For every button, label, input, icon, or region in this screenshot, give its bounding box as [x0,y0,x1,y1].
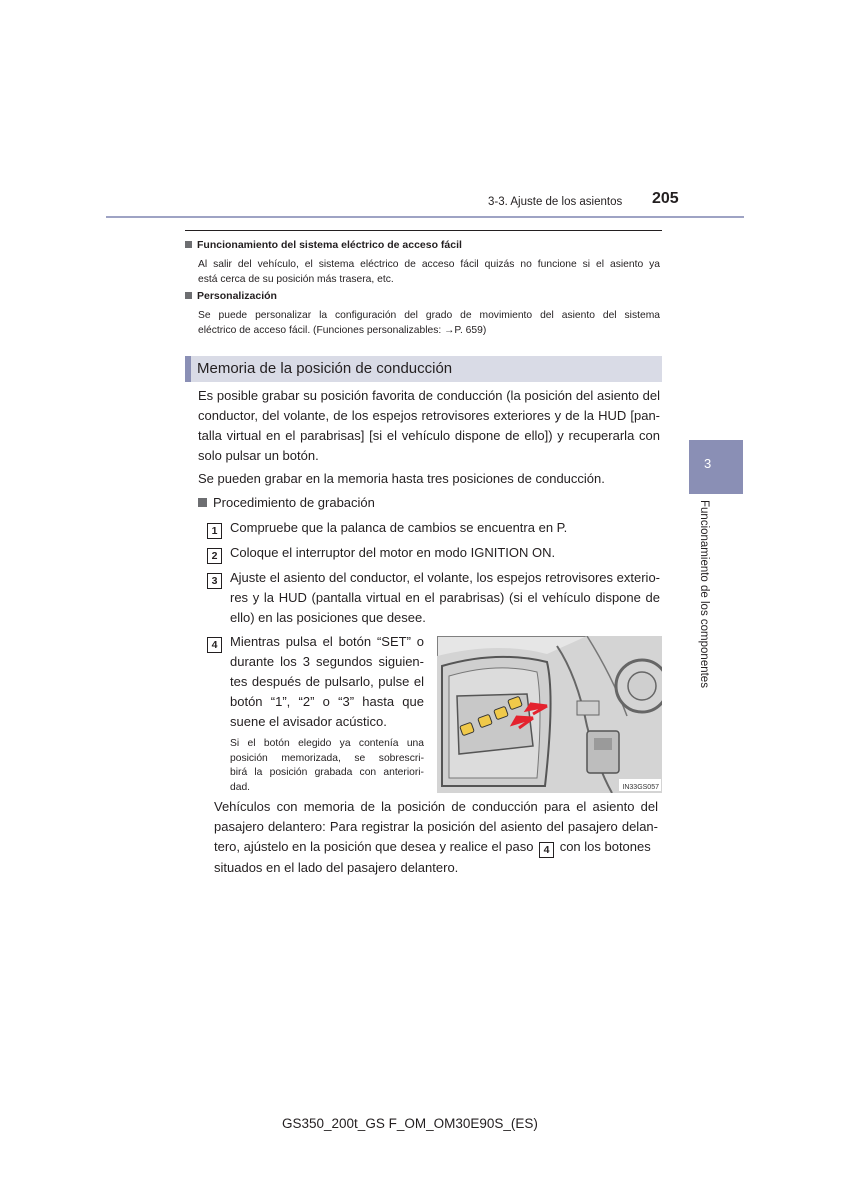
note-body-access: Al salir del vehículo, el sistema eléctrico de acceso fácil quizás no funcione si el asiento ya está cerca de su posición más trasera, etc. [198,259,660,285]
passenger-line-3: tero, ajústelo en la posición que desea y realice el paso 4 con los botones [214,839,651,856]
page-number: 205 [652,190,679,207]
chapter-tab: 3 [689,440,743,494]
square-bullet-icon [198,498,207,507]
step-1-number: 1 [207,521,222,539]
intro-paragraph: Es posible grabar su posición favorita de conducción (la posición del asiento del conductor, del volante, de los espejos retrovisores exteriores y de la HUD [pan- talla virtual en el parabrisas] [si el vehículo dispone de ello]) y recuperarla con solo pulsar un botón. [198,388,660,463]
inline-step-4: 4 [539,842,554,858]
note-heading-access: Funcionamiento del sistema eléctrico de acceso fácil [185,239,462,251]
passenger-paragraph: Vehículos con memoria de la posición de conducción para el asiento del pasajero delantero: Para registrar la posición del asiento del pasajero delan- tero, ajústelo en la posición que desea y realice el paso 4 con los botones situados en el lado del pasajero delantero. [214,799,658,875]
step-2-text: Coloque el interruptor del motor en modo IGNITION ON. [230,545,556,560]
image-code: IN33GS057 [622,784,659,791]
header-section-title: 3-3. Ajuste de los asientos [488,196,623,208]
memory-note: Se pueden grabar en la memoria hasta tres posiciones de conducción. [198,471,605,486]
step-3-text: Ajuste el asiento del conductor, el volante, los espejos retrovisores exterio- res y la HUD (pantalla virtual en el parabrisas) (si el vehículo dispone de ello) en las posiciones que desee. [230,570,660,625]
header-rule [106,216,744,218]
note-heading-custom: Personalización [185,290,277,302]
section-title: Memoria de la posición de conducción [197,360,453,377]
square-bullet-icon [185,241,192,248]
square-bullet-icon [185,292,192,299]
notes-top-rule [185,230,662,231]
footer-code: GS350_200t_GS F_OM_OM30E90S_(ES) [282,1116,538,1131]
step-3-number: 3 [207,571,222,589]
memory-buttons-illustration [437,636,662,793]
step-2-number: 2 [207,546,222,564]
section-heading-bar [185,356,662,382]
note-body-custom: Se puede personalizar la configuración del grado de movimiento del asiento del sistema eléctrico de acceso fácil. (Funciones personalizables: →P. 659) [198,310,660,336]
step-1-text: Compruebe que la palanca de cambios se encuentra en P. [230,520,568,535]
chapter-label: Funcionamiento de los componentes [698,500,710,688]
step-4-text: Mientras pulsa el botón “SET” o durante los 3 segundos siguien- tes después de pulsarlo, pulse el botón “1”, “2” o “3” hasta que suene el avisador acústico. [230,634,424,729]
step-4-number: 4 [207,635,222,653]
step-4-note: Si el botón elegido ya contenía una posición memorizada, se sobrescri- birá la posición grabada con anteriori- dad. [230,738,424,793]
section-accent [185,356,191,382]
door-panel-drawing [437,636,662,793]
procedure-heading: Procedimiento de grabación [198,495,375,510]
